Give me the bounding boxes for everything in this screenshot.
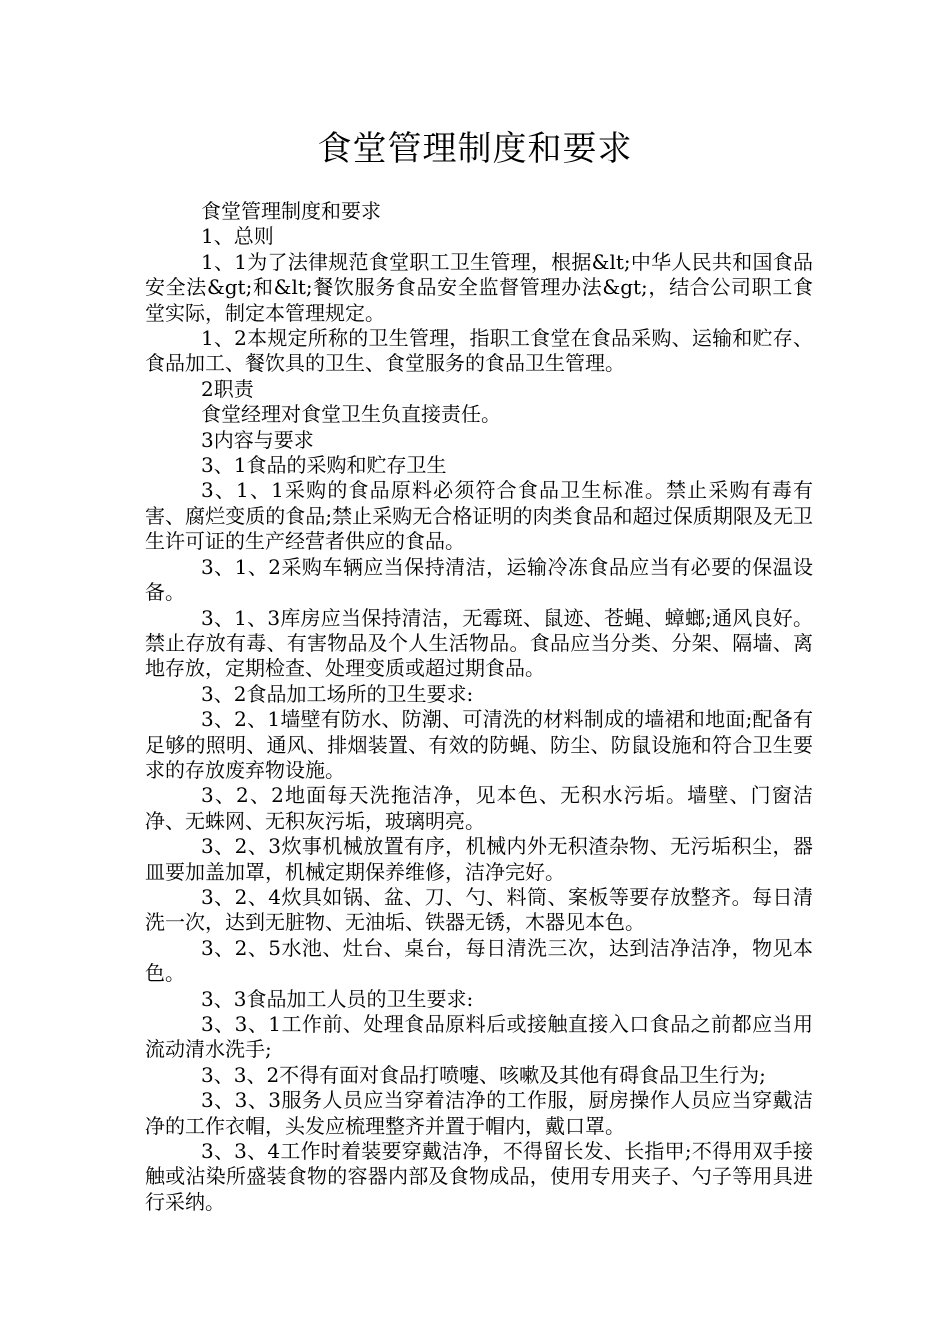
paragraph-heading: 食堂管理制度和要求 <box>201 199 381 223</box>
paragraph: 3、2、5水池、灶台、桌台，每日清洗三次，达到洁净洁净，物见本色。 <box>145 935 813 986</box>
subsection-heading: 3、3食品加工人员的卫生要求: <box>201 986 474 1011</box>
paragraph: 3、3、2不得有面对食品打喷嚏、咳嗽及其他有碍食品卫生行为; <box>201 1062 766 1087</box>
paragraph: 3、1、2采购车辆应当保持清洁，运输冷冻食品应当有必要的保温设备。 <box>145 554 813 605</box>
subsection-heading: 3、1食品的采购和贮存卫生 <box>201 453 447 478</box>
paragraph: 3、3、4工作时着装要穿戴洁净，不得留长发、长指甲;不得用双手接触或沾染所盛装食物的容器内部及食物成品，使用专用夹子、勺子等用具进行采纳。 <box>145 1139 813 1214</box>
paragraph: 食堂经理对食堂卫生负直接责任。 <box>201 402 501 427</box>
document-body <box>145 199 813 1215</box>
paragraph: 3、2、4炊具如锅、盆、刀、勺、料筒、案板等要存放整齐。每日清洗一次，达到无脏物、无油垢、铁器无锈，木器见本色。 <box>145 884 813 935</box>
paragraph: 3、3、3服务人员应当穿着洁净的工作服，厨房操作人员应当穿戴洁净的工作衣帽，头发应梳理整齐并置于帽内，戴口罩。 <box>145 1088 813 1138</box>
document-title: 食堂管理制度和要求 <box>317 129 633 169</box>
subsection-heading: 3、2食品加工场所的卫生要求: <box>201 681 474 706</box>
paragraph: 3、2、2地面每天洗拖洁净，见本色、无积水污垢。墙壁、门窗洁净、无蛛网、无积灰污垢，玻璃明亮。 <box>145 783 813 833</box>
section-heading-content: 3内容与要求 <box>201 427 314 452</box>
paragraph: 3、1、3库房应当保持清洁，无霉斑、鼠迹、苍蝇、蟑螂;通风良好。禁止存放有毒、有害物品及个人生活物品。食品应当分类、分架、隔墙、离地存放，定期检查、处理变质或超过期食品。 <box>145 605 813 681</box>
paragraph: 1、2本规定所称的卫生管理，指职工食堂在食品采购、运输和贮存、食品加工、餐饮具的卫生、食堂服务的食品卫生管理。 <box>145 326 813 376</box>
paragraph: 1、1为了法律规范食堂职工卫生管理，根据&lt;中华人民共和国食品安全法&gt;和&lt;餐饮服务食品安全监督管理办法&gt;，结合公司职工食堂实际，制定本管理规定。 <box>145 249 813 325</box>
paragraph: 3、2、3炊事机械放置有序，机械内外无积渣杂物、无污垢积尘，器皿要加盖加罩，机械定期保养维修，洁净完好。 <box>145 834 813 884</box>
paragraph: 3、3、1工作前、处理食品原料后或接触直接入口食品之前都应当用流动清水洗手; <box>145 1012 813 1062</box>
section-heading-general: 1、总则 <box>201 224 274 249</box>
paragraph: 3、1、1采购的食品原料必须符合食品卫生标准。禁止采购有毒有害、腐烂变质的食品;禁止采购无合格证明的肉类食品和超过保质期限及无卫生许可证的生产经营者供应的食品。 <box>145 478 813 554</box>
section-heading-duties: 2职责 <box>201 376 254 401</box>
paragraph: 3、2、1墙壁有防水、防潮、可清洗的材料制成的墙裙和地面;配备有足够的照明、通风、排烟装置、有效的防蝇、防尘、防鼠设施和符合卫生要求的存放废弃物设施。 <box>145 707 813 782</box>
